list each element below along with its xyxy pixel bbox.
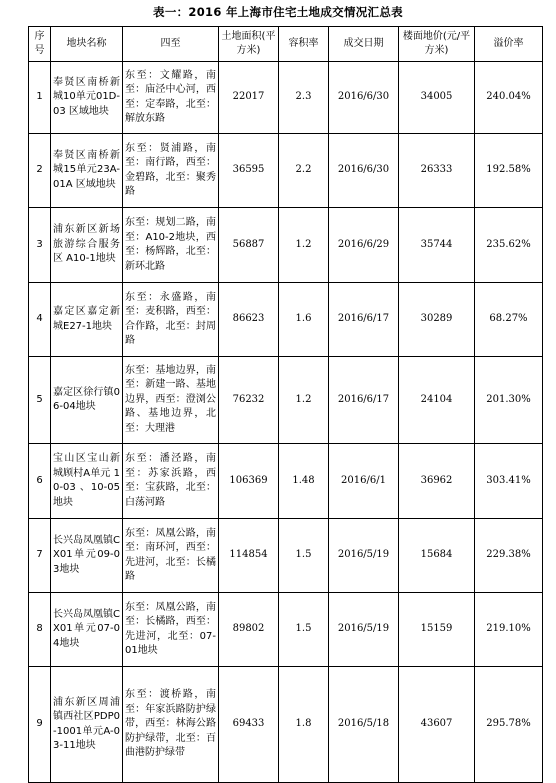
- cell-date: 2016/5/19: [329, 519, 399, 593]
- table-row: [29, 62, 543, 134]
- cell-seq: 3: [29, 208, 51, 283]
- header-area: 土地面积(平方米): [219, 27, 279, 62]
- table-row: [29, 134, 543, 208]
- cell-seq: 9: [29, 667, 51, 783]
- cell-area: 56887: [219, 208, 279, 283]
- cell-area: 89802: [219, 593, 279, 667]
- cell-name: 浦东新区周浦镇西社区PDP0-1001单元A-03-11地块: [51, 667, 123, 783]
- table-row: [29, 444, 543, 519]
- cell-date: 2016/6/17: [329, 283, 399, 357]
- table-row: [29, 208, 543, 283]
- cell-far: 2.2: [279, 134, 329, 208]
- land-transaction-table: [28, 26, 543, 783]
- cell-seq: 1: [29, 62, 51, 134]
- cell-name: 长兴岛凤凰镇CX01单元07-04地块: [51, 593, 123, 667]
- cell-bounds: 东至：基地边界，南至：新建一路、基地边界，西至：澄浏公路、基地边界，北至：大理港: [123, 357, 219, 444]
- header-seq: 序号: [29, 27, 51, 62]
- cell-seq: 6: [29, 444, 51, 519]
- cell-far: 1.5: [279, 519, 329, 593]
- cell-seq: 8: [29, 593, 51, 667]
- cell-seq: 2: [29, 134, 51, 208]
- cell-bounds: 东至：贤浦路，南至：南行路，西至：金碧路，北至：聚秀路: [123, 134, 219, 208]
- cell-far: 1.2: [279, 357, 329, 444]
- cell-area: 114854: [219, 519, 279, 593]
- cell-date: 2016/6/30: [329, 62, 399, 134]
- cell-price: 35744: [399, 208, 475, 283]
- header-far: 容积率: [279, 27, 329, 62]
- cell-bounds: 东至：渡桥路，南至：年家浜路防护绿带，西至：林海公路防护绿带，北至：百曲港防护绿带: [123, 667, 219, 783]
- cell-date: 2016/6/1: [329, 444, 399, 519]
- cell-name: 长兴岛凤凰镇CX01单元09-03地块: [51, 519, 123, 593]
- cell-price: 15159: [399, 593, 475, 667]
- cell-premium: 201.30%: [475, 357, 543, 444]
- cell-price: 26333: [399, 134, 475, 208]
- cell-price: 24104: [399, 357, 475, 444]
- cell-premium: 235.62%: [475, 208, 543, 283]
- table-row: [29, 593, 543, 667]
- cell-date: 2016/6/30: [329, 134, 399, 208]
- cell-price: 36962: [399, 444, 475, 519]
- table-row: [29, 283, 543, 357]
- cell-date: 2016/5/19: [329, 593, 399, 667]
- cell-name: 宝山区宝山新城顾村A单元 10-03 、10-05地块: [51, 444, 123, 519]
- cell-price: 30289: [399, 283, 475, 357]
- header-row: [29, 27, 543, 62]
- cell-seq: 5: [29, 357, 51, 444]
- cell-bounds: 东至：永盛路，南至：麦积路，西至：合作路，北至：封周路: [123, 283, 219, 357]
- table-row: [29, 357, 543, 444]
- cell-bounds: 东至：规划二路，南至：A10-2地块，西至：杨辉路，北至：新环北路: [123, 208, 219, 283]
- cell-premium: 68.27%: [475, 283, 543, 357]
- cell-premium: 219.10%: [475, 593, 543, 667]
- cell-far: 1.8: [279, 667, 329, 783]
- cell-premium: 240.04%: [475, 62, 543, 134]
- table-row: [29, 667, 543, 783]
- cell-area: 22017: [219, 62, 279, 134]
- cell-date: 2016/6/17: [329, 357, 399, 444]
- cell-name: 奉贤区南桥新城15单元23A-01A 区域地块: [51, 134, 123, 208]
- cell-name: 奉贤区南桥新城10单元01D-03 区域地块: [51, 62, 123, 134]
- cell-far: 1.5: [279, 593, 329, 667]
- cell-premium: 295.78%: [475, 667, 543, 783]
- cell-name: 浦东新区新场旅游综合服务区 A10-1地块: [51, 208, 123, 283]
- cell-premium: 303.41%: [475, 444, 543, 519]
- cell-premium: 192.58%: [475, 134, 543, 208]
- header-price: 楼面地价(元/平方米): [399, 27, 475, 62]
- cell-bounds: 东至：凤凰公路，南至：长橘路，西至：先进河，北至：07-01地块: [123, 593, 219, 667]
- table-row: [29, 519, 543, 593]
- cell-name: 嘉定区嘉定新城E27-1地块: [51, 283, 123, 357]
- cell-bounds: 东至：凤凰公路，南至：南环河，西至：先进河，北至：长橘路: [123, 519, 219, 593]
- cell-date: 2016/5/18: [329, 667, 399, 783]
- cell-price: 34005: [399, 62, 475, 134]
- cell-area: 106369: [219, 444, 279, 519]
- header-bounds: 四至: [123, 27, 219, 62]
- cell-premium: 229.38%: [475, 519, 543, 593]
- header-date: 成交日期: [329, 27, 399, 62]
- cell-seq: 4: [29, 283, 51, 357]
- cell-far: 2.3: [279, 62, 329, 134]
- cell-area: 86623: [219, 283, 279, 357]
- cell-bounds: 东至：文耀路，南至：庙泾中心河，西至：定奉路，北至：解放东路: [123, 62, 219, 134]
- cell-far: 1.2: [279, 208, 329, 283]
- cell-area: 36595: [219, 134, 279, 208]
- cell-price: 15684: [399, 519, 475, 593]
- cell-bounds: 东至：潘泾路，南至：苏家浜路，西至：宝荻路，北至：白荡河路: [123, 444, 219, 519]
- header-premium: 溢价率: [475, 27, 543, 62]
- cell-area: 76232: [219, 357, 279, 444]
- cell-area: 69433: [219, 667, 279, 783]
- cell-price: 43607: [399, 667, 475, 783]
- cell-far: 1.48: [279, 444, 329, 519]
- cell-name: 嘉定区徐行镇06-04地块: [51, 357, 123, 444]
- cell-far: 1.6: [279, 283, 329, 357]
- cell-date: 2016/6/29: [329, 208, 399, 283]
- table-title: 表一：2016 年上海市住宅土地成交情况汇总表: [153, 5, 403, 19]
- cell-seq: 7: [29, 519, 51, 593]
- header-name: 地块名称: [51, 27, 123, 62]
